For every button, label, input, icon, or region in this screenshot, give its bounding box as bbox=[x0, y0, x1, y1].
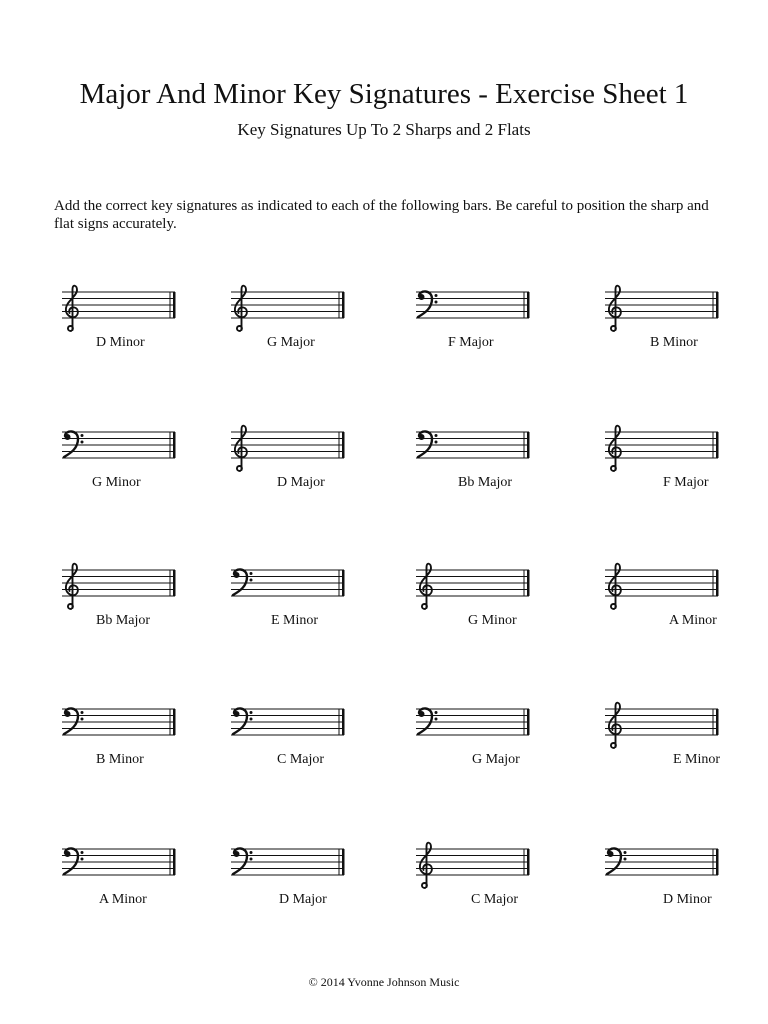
exercise-bar[interactable] bbox=[62, 564, 187, 634]
exercise-bar[interactable] bbox=[231, 564, 356, 634]
key-signature-label: G Major bbox=[267, 335, 315, 350]
staff[interactable] bbox=[62, 426, 187, 474]
staff-lines bbox=[62, 570, 175, 596]
key-signature-label: D Minor bbox=[96, 335, 145, 350]
staff[interactable] bbox=[231, 564, 356, 612]
page-title: Major And Minor Key Signatures - Exercise Sheet 1 bbox=[79, 78, 689, 110]
exercise-bar[interactable] bbox=[416, 564, 541, 634]
exercise-bar[interactable] bbox=[416, 426, 541, 496]
exercise-bar[interactable] bbox=[416, 703, 541, 773]
bass-clef-icon bbox=[233, 708, 253, 734]
staff-lines bbox=[231, 849, 344, 875]
exercise-bar[interactable] bbox=[62, 286, 187, 356]
staff-lines bbox=[605, 849, 718, 875]
staff-lines bbox=[231, 570, 344, 596]
exercise-bar[interactable] bbox=[605, 426, 730, 496]
staff[interactable] bbox=[605, 564, 730, 612]
key-signature-label: F Major bbox=[663, 475, 709, 490]
exercise-bar[interactable] bbox=[605, 564, 730, 634]
staff[interactable] bbox=[605, 703, 730, 751]
exercise-bar[interactable] bbox=[416, 843, 541, 913]
staff[interactable] bbox=[416, 564, 541, 612]
staff-lines bbox=[231, 292, 344, 318]
exercise-bar[interactable] bbox=[416, 286, 541, 356]
instructions-text: Add the correct key signatures as indicated to each of the following bars. Be careful to position the sharp and flat signs accurately. bbox=[54, 198, 709, 232]
treble-clef-icon bbox=[609, 564, 621, 609]
key-signature-label: A Minor bbox=[669, 613, 717, 628]
staff-lines bbox=[605, 432, 718, 458]
treble-clef-icon bbox=[66, 286, 78, 331]
bass-clef-icon bbox=[418, 291, 438, 317]
key-signature-label: A Minor bbox=[99, 892, 147, 907]
staff[interactable] bbox=[231, 843, 356, 891]
bass-clef-icon bbox=[64, 431, 84, 457]
staff[interactable] bbox=[416, 286, 541, 334]
key-signature-label: E Minor bbox=[271, 613, 319, 628]
exercise-bar[interactable] bbox=[605, 286, 730, 356]
staff-lines bbox=[231, 432, 344, 458]
bass-clef-icon bbox=[233, 848, 253, 874]
staff-lines bbox=[231, 709, 344, 735]
staff-lines bbox=[605, 292, 718, 318]
treble-clef-icon bbox=[420, 564, 432, 609]
staff[interactable] bbox=[62, 843, 187, 891]
key-signature-label: E Minor bbox=[673, 752, 721, 767]
key-signature-label: F Major bbox=[448, 335, 494, 350]
exercise-bar[interactable] bbox=[231, 703, 356, 773]
exercise-bar[interactable] bbox=[62, 426, 187, 496]
staff-lines bbox=[416, 570, 529, 596]
staff-lines bbox=[416, 709, 529, 735]
exercise-bar[interactable] bbox=[231, 286, 356, 356]
staff-lines bbox=[416, 432, 529, 458]
key-signature-label: D Major bbox=[279, 892, 327, 907]
bass-clef-icon bbox=[64, 848, 84, 874]
treble-clef-icon bbox=[609, 426, 621, 471]
staff-lines bbox=[62, 432, 175, 458]
bass-clef-icon bbox=[418, 708, 438, 734]
copyright-footer: © 2014 Yvonne Johnson Music bbox=[308, 975, 460, 989]
staff-lines bbox=[62, 292, 175, 318]
key-signature-label: B Minor bbox=[650, 335, 698, 350]
staff[interactable] bbox=[416, 426, 541, 474]
key-signature-label: G Major bbox=[472, 752, 520, 767]
key-signature-label: D Major bbox=[277, 475, 325, 490]
staff[interactable] bbox=[231, 286, 356, 334]
staff[interactable] bbox=[605, 843, 730, 891]
exercise-bar[interactable] bbox=[605, 843, 730, 913]
staff[interactable] bbox=[416, 703, 541, 751]
key-signature-label: D Minor bbox=[663, 892, 712, 907]
bass-clef-icon bbox=[418, 431, 438, 457]
staff-lines bbox=[416, 849, 529, 875]
exercise-bar[interactable] bbox=[605, 703, 730, 773]
staff-lines bbox=[605, 709, 718, 735]
treble-clef-icon bbox=[609, 703, 621, 748]
treble-clef-icon bbox=[235, 426, 247, 471]
key-signature-label: C Major bbox=[471, 892, 519, 907]
page-subtitle: Key Signatures Up To 2 Sharps and 2 Flats bbox=[237, 120, 531, 139]
key-signature-label: C Major bbox=[277, 752, 325, 767]
bass-clef-icon bbox=[64, 708, 84, 734]
exercise-bar[interactable] bbox=[231, 426, 356, 496]
staff-lines bbox=[416, 292, 529, 318]
bass-clef-icon bbox=[233, 569, 253, 595]
key-signature-label: Bb Major bbox=[458, 475, 513, 490]
staff[interactable] bbox=[62, 564, 187, 612]
staff[interactable] bbox=[416, 843, 541, 891]
treble-clef-icon bbox=[420, 843, 432, 888]
treble-clef-icon bbox=[235, 286, 247, 331]
treble-clef-icon bbox=[609, 286, 621, 331]
exercise-bar[interactable] bbox=[231, 843, 356, 913]
staff[interactable] bbox=[605, 286, 730, 334]
staff[interactable] bbox=[605, 426, 730, 474]
staff[interactable] bbox=[231, 703, 356, 751]
staff[interactable] bbox=[231, 426, 356, 474]
staff[interactable] bbox=[62, 286, 187, 334]
bass-clef-icon bbox=[607, 848, 627, 874]
treble-clef-icon bbox=[66, 564, 78, 609]
key-signature-label: G Minor bbox=[92, 475, 141, 490]
key-signature-label: G Minor bbox=[468, 613, 517, 628]
exercise-bar[interactable] bbox=[62, 703, 187, 773]
key-signature-label: B Minor bbox=[96, 752, 144, 767]
key-signature-label: Bb Major bbox=[96, 613, 151, 628]
staff-lines bbox=[62, 849, 175, 875]
staff-lines bbox=[62, 709, 175, 735]
staff[interactable] bbox=[62, 703, 187, 751]
staff-lines bbox=[605, 570, 718, 596]
exercise-bar[interactable] bbox=[62, 843, 187, 913]
